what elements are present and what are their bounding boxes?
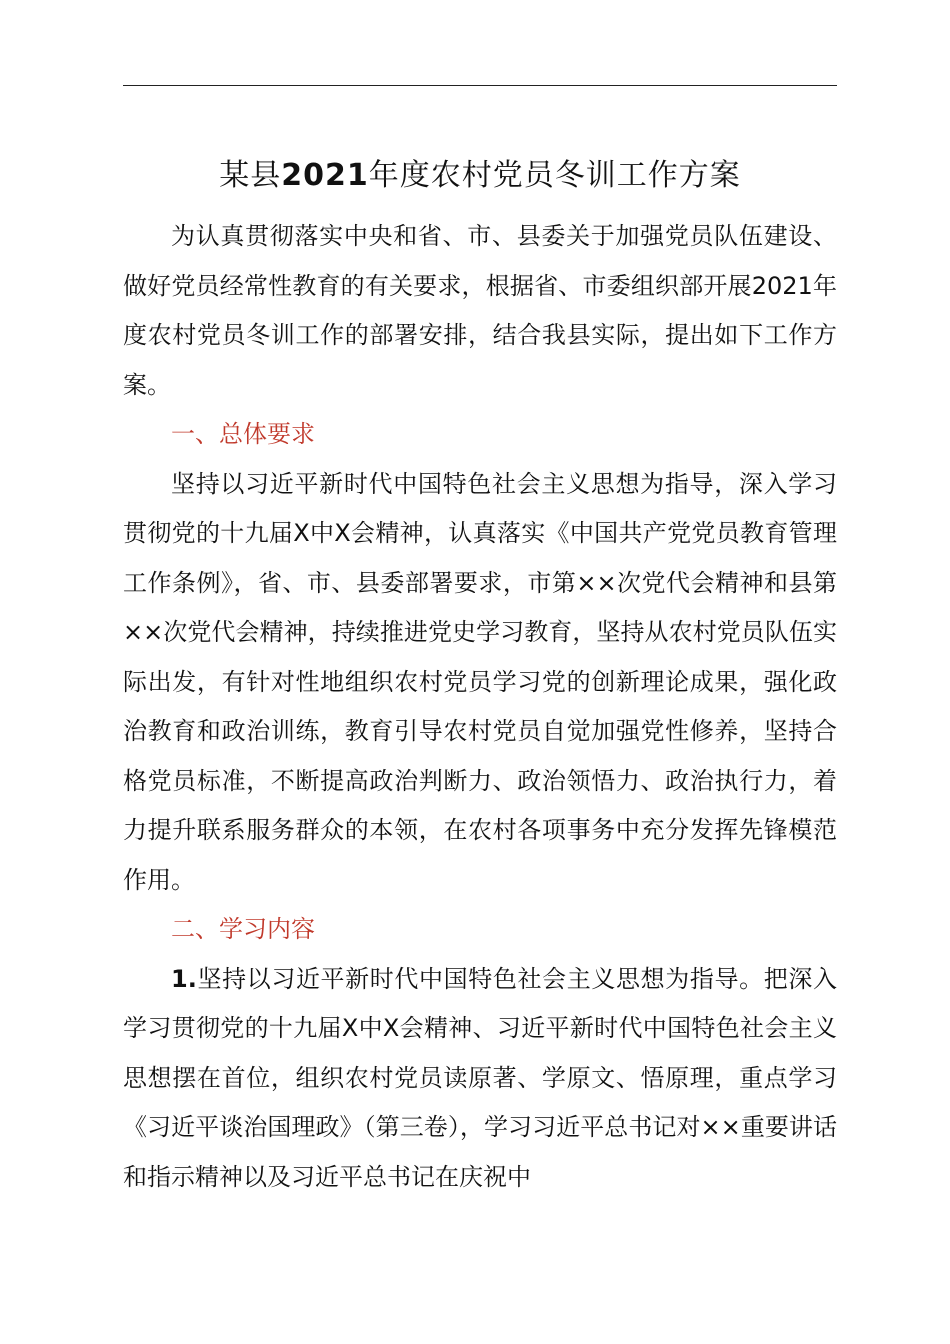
- title-suffix: 年度农村党员冬训工作方案: [368, 158, 741, 193]
- section-heading-study-content: 二、学习内容: [171, 915, 315, 943]
- title-year: 2021: [281, 158, 369, 193]
- header-rule: [123, 85, 837, 86]
- section-paragraph-study-content: [123, 955, 837, 1203]
- section-paragraph-general-requirements: 坚持以习近平新时代中国特色社会主义思想为指导，深入学习贯彻党的十九届X中X会精神，认真落实《中国共产党党员教育管理工作条例》，省、市、县委部署要求，市第××次党代会精神和县第××次党代会精神，持续推进党史学习教育，坚持从农村党员队伍实际出发，有针对性地组织农村党员学习党的创新理论成果，强化政治教育和政治训练，教育引导农村党员自觉加强党性修养，坚持合格党员标准，不断提高政治判断力、政治领悟力、政治执行力，着力提升联系服务群众的本领，在农村各项事务中充分发挥先锋模范作用。: [123, 469, 837, 894]
- intro-paragraph: 为认真贯彻落实中央和省、市、县委关于加强党员队伍建设、做好党员经常性教育的有关要求，根据省、市委组织部开展2021年度农村党员冬训工作的部署安排，结合我县实际，提出如下工作方案。: [123, 222, 837, 399]
- document-title: [123, 140, 837, 212]
- title-prefix: 某县: [219, 158, 282, 193]
- section-heading-general-requirements: 一、总体要求: [171, 420, 315, 448]
- item-number: 1.: [171, 964, 197, 993]
- item-text: 坚持以习近平新时代中国特色社会主义思想为指导。把深入学习贯彻党的十九届X中X会精神、习近平新时代中国特色社会主义思想摆在首位，组织农村党员读原著、学原文、悟原理，重点学习《习近平谈治国理政》（第三卷），学习习近平总书记对××重要讲话和指示精神以及习近平总书记在庆祝中: [123, 964, 837, 1191]
- document-body: [123, 140, 837, 1202]
